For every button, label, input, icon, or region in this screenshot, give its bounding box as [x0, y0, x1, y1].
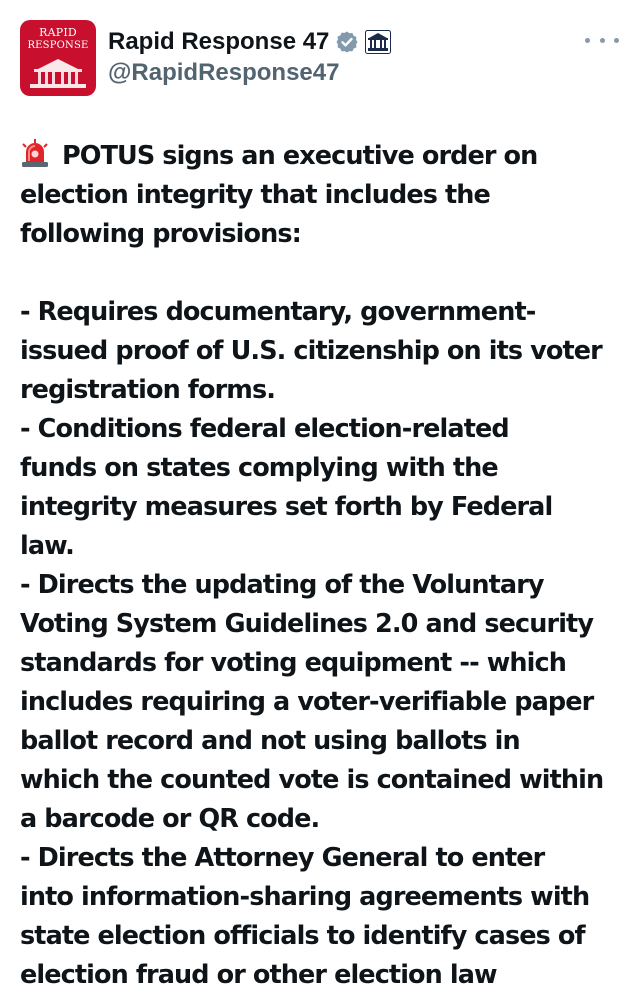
tweet-line: - Conditions federal election-related — [20, 414, 509, 444]
tweet-line-text: POTUS signs an executive order on — [62, 141, 538, 171]
tweet-header — [0, 0, 637, 110]
siren-emoji-icon — [20, 138, 50, 168]
tweet-line: standards for voting equipment -- which — [20, 648, 566, 678]
tweet-line: registration forms. — [20, 375, 276, 405]
account-names[interactable] — [108, 27, 391, 87]
tweet-text — [20, 137, 620, 995]
tweet-line — [20, 137, 620, 176]
display-name-row — [108, 27, 391, 57]
tweet-line: which the counted vote is contained within — [20, 765, 604, 795]
tweet-line: funds on states complying with the — [20, 453, 498, 483]
white-house-affiliation-icon[interactable] — [365, 30, 391, 54]
tweet-line: includes requiring a voter-verifiable paper — [20, 687, 594, 717]
tweet-line: Voting System Guidelines 2.0 and security — [20, 609, 594, 639]
display-name[interactable]: Rapid Response 47 — [108, 28, 330, 55]
more-dot — [614, 38, 619, 43]
tweet-line: law. — [20, 531, 74, 561]
white-house-logo-icon — [28, 57, 88, 91]
tweet-line: state election officials to identify cases of — [20, 921, 585, 951]
avatar-logo-line1: RAPID — [39, 26, 77, 39]
more-options-icon[interactable] — [585, 30, 619, 50]
tweet-line: issued proof of U.S. citizenship on its voter — [20, 336, 602, 366]
verified-badge-icon — [335, 30, 359, 54]
avatar[interactable] — [20, 20, 96, 96]
handle[interactable]: @RapidResponse47 — [108, 59, 340, 86]
tweet-line: ballot record and not using ballots in — [20, 726, 520, 756]
tweet-line: following provisions: — [20, 219, 301, 249]
avatar-logo-line2: RESPONSE — [27, 40, 89, 51]
tweet-line: a barcode or QR code. — [20, 804, 320, 834]
tweet-line-blank — [20, 254, 620, 293]
tweet-line: election fraud or other election law — [20, 960, 497, 990]
tweet-line: integrity measures set forth by Federal — [20, 492, 553, 522]
tweet-line: - Requires documentary, government- — [20, 297, 536, 327]
tweet-line: election integrity that includes the — [20, 180, 490, 210]
tweet-line: into information-sharing agreements with — [20, 882, 590, 912]
tweet-line: - Directs the Attorney General to enter — [20, 843, 545, 873]
tweet-line: - Directs the updating of the Voluntary — [20, 570, 544, 600]
more-dot — [600, 38, 605, 43]
more-dot — [585, 38, 590, 43]
